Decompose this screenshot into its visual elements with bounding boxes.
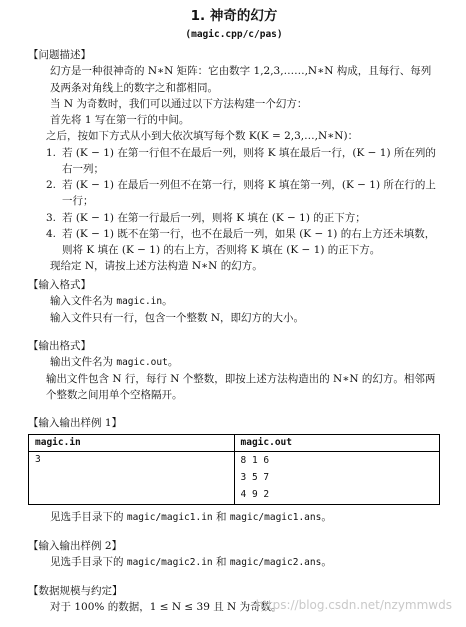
- description-paragraph-5: 现给定 N，请按上述方法构造 N∗N 的幻方。: [50, 260, 263, 273]
- input-filename-prefix: 输入文件名为: [50, 294, 117, 307]
- input-description: 输入文件只有一行，包含一个整数 N，即幻方的大小。: [50, 311, 305, 324]
- problem-title: 1. 神奇的幻方: [190, 8, 278, 24]
- sample-output-column-header: magic.out: [234, 434, 440, 452]
- description-header: 【问题描述】: [28, 48, 91, 61]
- limits-header: 【数据规模与约定】: [28, 585, 123, 598]
- note-suffix: 。: [321, 511, 332, 524]
- rule-text: 若 (K − 1) 在第一行最后一列，则将 K 填在 (K − 1) 的正下方；: [62, 211, 366, 224]
- output-description: 输出文件包含 N 行，每行 N 个整数，即按上述方法构造出的 N∗N 的幻方。相邻两个整数之间用单个空格隔开。: [46, 372, 436, 402]
- sample-output-cell: [234, 452, 440, 505]
- rule-item: [46, 226, 440, 259]
- output-filename: magic.out: [116, 357, 168, 369]
- sample-1-note: [50, 509, 440, 526]
- description-paragraph-3: 首先将 1 写在第一行的中间。: [50, 114, 190, 127]
- table-row: [29, 452, 440, 505]
- sample-1-header: 【输入输出样例 1】: [28, 417, 123, 430]
- description-paragraph-1: 幻方是一种很神奇的 N∗N 矩阵：它由数字 1,2,3,……,N∗N 构成，且每行、每列及两条对角线上的数字之和都相同。: [50, 65, 432, 94]
- watermark-text: https://blog.csdn.net/nzymmwds: [255, 598, 452, 613]
- spacer: [28, 403, 440, 413]
- note-conjunction: 和: [212, 511, 230, 524]
- note-prefix: 见选手目录下的: [50, 556, 127, 569]
- sample-2-header: 【输入输出样例 2】: [28, 540, 123, 553]
- output-filename-prefix: 输出文件名为: [50, 356, 117, 369]
- sample-input-cell: [29, 452, 235, 505]
- rule-text: 若 (K − 1) 在最后一列但不在第一行，则将 K 填在第一列，(K − 1) 所在行的上一行；: [62, 179, 436, 208]
- table-header-row: [29, 434, 440, 452]
- sample-1-answer-file: magic/magic1.ans: [229, 512, 322, 524]
- description-paragraph-4: 之后，按如下方式从小到大依次填写每个数 K(K = 2,3,…,N∗N)：: [46, 130, 359, 143]
- spacer: [28, 326, 440, 336]
- input-filename-suffix: 。: [162, 294, 173, 307]
- construction-rules: [28, 145, 440, 259]
- rule-number: 3.: [46, 211, 57, 224]
- output-format-header: 【输出格式】: [28, 339, 91, 352]
- rule-item: [46, 145, 440, 178]
- rule-text: 若 (K − 1) 在第一行但不在最后一列，则将 K 填在最后一行，(K − 1) 所在列的右一列；: [62, 146, 436, 175]
- input-filename: magic.in: [116, 295, 163, 307]
- spacer: [28, 571, 440, 581]
- sample-1-input-file: magic/magic1.in: [126, 512, 213, 524]
- sample-output-row: 3 5 7: [240, 472, 270, 484]
- sample-input-value: 3: [35, 454, 41, 466]
- rule-number: 4.: [46, 227, 57, 240]
- note-conjunction: 和: [212, 556, 230, 569]
- note-suffix: 。: [321, 556, 332, 569]
- description-paragraph-2: 当 N 为奇数时，我们可以通过以下方法构建一个幻方：: [50, 97, 308, 110]
- input-filename-line: [50, 293, 440, 310]
- spacer: [28, 526, 440, 536]
- source-files: (magic.cpp/c/pas): [185, 29, 283, 41]
- sample-output-row: 8 1 6: [240, 455, 270, 467]
- note-prefix: 见选手目录下的: [50, 511, 127, 524]
- output-filename-suffix: 。: [167, 356, 179, 369]
- sample-input-column-header: magic.in: [29, 434, 235, 452]
- sample-2-note: [50, 554, 440, 571]
- sample-output-row: 4 9 2: [240, 488, 270, 500]
- input-format-header: 【输入格式】: [28, 278, 91, 291]
- rule-item: [46, 210, 440, 226]
- rule-number: 2.: [46, 179, 57, 192]
- rule-text: 若 (K − 1) 既不在第一行，也不在最后一列，如果 (K − 1) 的右上方还未填数，则将 K 填在 (K − 1) 的右上方，否则将 K 填在 (K − 1) 的正下方。: [62, 227, 436, 257]
- sample-2-answer-file: magic/magic2.ans: [229, 557, 322, 569]
- sample-1-table: [28, 434, 440, 506]
- sample-2-input-file: magic/magic2.in: [126, 557, 213, 569]
- output-filename-line: [50, 354, 440, 371]
- rule-item: [46, 177, 440, 210]
- rule-number: 1.: [46, 146, 57, 159]
- limits-text: 对于 100% 的数据，1 ≤ N ≤ 39 且 N 为奇数。: [50, 601, 282, 614]
